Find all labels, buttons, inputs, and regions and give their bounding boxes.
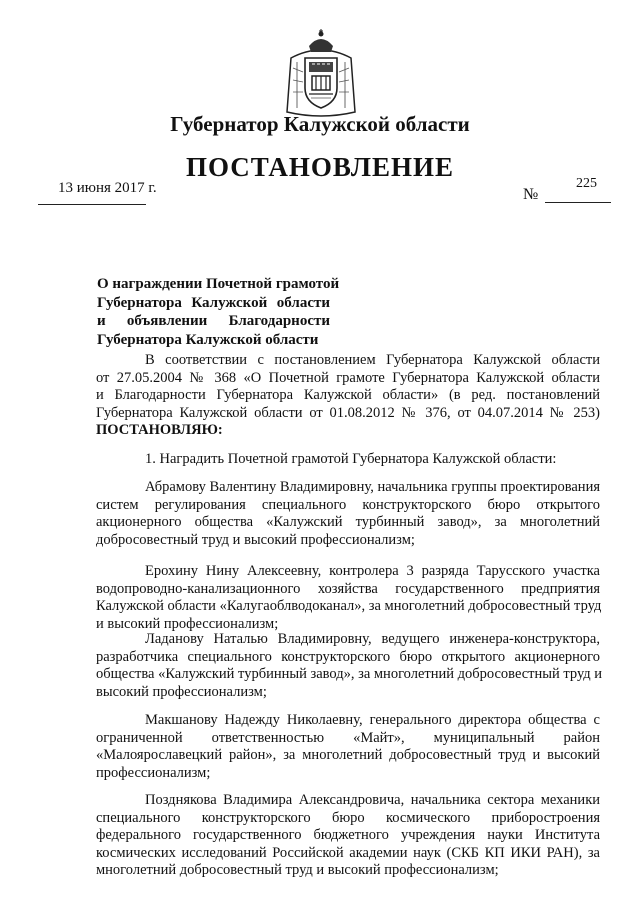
awardee-line: профессионализм; bbox=[96, 764, 211, 781]
awardee-paragraph bbox=[96, 631, 603, 701]
awardee-paragraph bbox=[96, 479, 600, 549]
preamble-line: Губернатора Калужской области от 01.08.2012 № 376, от 04.07.2014 № 253) bbox=[96, 404, 600, 421]
awardee-line: космических исследований Российской академии наук (СКБ КП ИКИ РАН), за bbox=[96, 844, 600, 861]
document-date: 13 июня 2017 г. bbox=[58, 180, 157, 196]
awardee-line: общества «Калужский турбинный завод», за многолетний добросовестный труд и bbox=[96, 666, 603, 682]
awardee-line: Ерохину Нину Алексеевну, контролера 3 разряда Тарусского участка bbox=[145, 563, 600, 579]
preamble-line: В соответствии с постановлением Губернатора Калужской области bbox=[145, 352, 600, 368]
decree-word: ПОСТАНОВЛЯЮ: bbox=[96, 422, 223, 438]
awardee-line: Позднякова Владимира Александровича, начальника сектора механики bbox=[145, 792, 600, 808]
awardee-line: Макшанову Надежду Николаевну, генерального директора общества с bbox=[145, 712, 600, 728]
awardee-line: разработчика специального конструкторского бюро открытого акционерного bbox=[96, 648, 600, 665]
preamble-line: от 27.05.2004 № 368 «О Почетной грамоте Губернатора Калужской области bbox=[96, 369, 600, 386]
awardee-line: Абрамову Валентину Владимировну, начальника группы проектирования bbox=[145, 479, 600, 495]
kaluga-coat-of-arms-icon bbox=[283, 28, 359, 118]
item-1 bbox=[96, 451, 600, 469]
awardee-line: Ладанову Наталью Владимировну, ведущего инженера-конструктора, bbox=[145, 631, 600, 647]
preamble bbox=[96, 352, 600, 440]
awardee-paragraph bbox=[96, 563, 600, 633]
awardee-line: акционерного общества «Калужский турбинный завод», за многолетний bbox=[96, 514, 600, 530]
awardee-paragraph bbox=[96, 712, 600, 782]
awardee-line: Калужской области «Калугаоблводоканал», за многолетний добросовестный труд bbox=[96, 598, 602, 614]
issuing-authority: Губернатор Калужской области bbox=[170, 112, 470, 136]
document-title bbox=[97, 275, 340, 349]
title-line: О награждении Почетной грамотой bbox=[97, 276, 340, 292]
number-underline bbox=[545, 202, 611, 203]
awardee-paragraph bbox=[96, 792, 600, 880]
title-line: Губернатора Калужской области bbox=[97, 331, 319, 348]
awardee-line: систем регулирования специального конструкторского бюро открытого bbox=[96, 496, 600, 513]
title-line: Губернатора Калужской области bbox=[97, 294, 330, 311]
awardee-line: многолетний добросовестный труд и высокий профессионализм; bbox=[96, 862, 499, 878]
preamble-line: и Благодарности Губернатора Калужской области» (в ред. постановлений bbox=[96, 387, 600, 403]
date-underline bbox=[38, 204, 146, 205]
document-number: 225 bbox=[576, 176, 597, 191]
document-type: ПОСТАНОВЛЕНИЕ bbox=[185, 152, 455, 182]
number-label: № bbox=[523, 186, 539, 203]
awardee-line: высокий профессионализм; bbox=[96, 683, 267, 700]
awardee-line: специального конструкторского бюро космического приборостроения bbox=[96, 809, 600, 826]
awardee-line: водопроводно-канализационного хозяйства государственного предприятия bbox=[96, 580, 600, 597]
awardee-line: федерального государственного бюджетного учреждения науки Института bbox=[96, 827, 600, 843]
awardee-line: ограниченной ответственностью «Майт», муниципальный район bbox=[96, 729, 600, 746]
awardee-line: добросовестный труд и высокий профессионализм; bbox=[96, 531, 415, 548]
awardee-line: и высокий профессионализм; bbox=[96, 615, 279, 632]
item-1-text: 1. Наградить Почетной грамотой Губернатора Калужской области: bbox=[145, 451, 557, 467]
awardee-line: «Малоярославецкий район», за многолетний добросовестный труд и высокий bbox=[96, 747, 600, 763]
title-line: и объявлении Благодарности bbox=[97, 313, 330, 329]
